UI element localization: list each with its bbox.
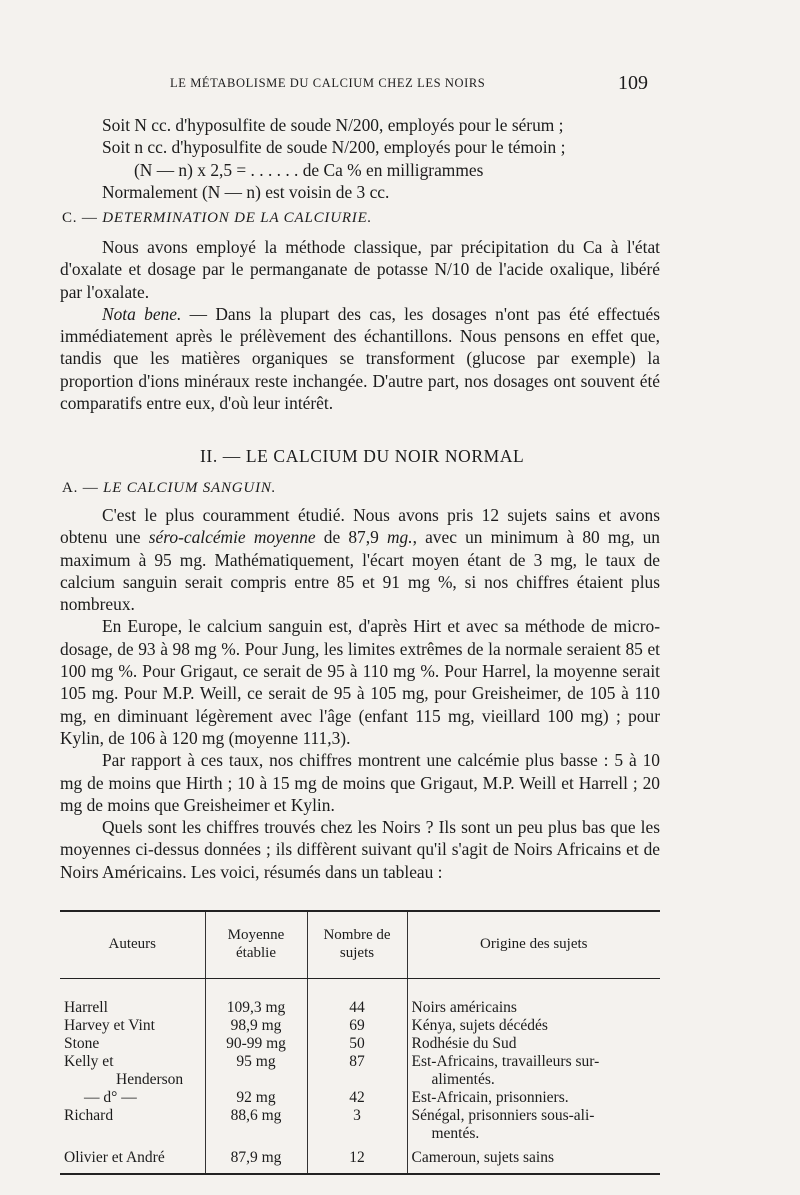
cell-nombre: 12 — [307, 1143, 407, 1174]
calcemia-table — [60, 910, 660, 1175]
cell-moyenne: 90-99 mg — [205, 1035, 307, 1053]
cell-auteur: Stone — [64, 1035, 100, 1052]
paragraph-1-text-b: de 87,9 — [315, 527, 387, 548]
header-nombre: Nombre de sujets — [307, 911, 407, 979]
paragraph-1 — [60, 504, 660, 615]
calcium-section — [60, 504, 660, 883]
cell-origine-line-2: alimentés. — [431, 1071, 495, 1088]
formula-line-4: Normalement (N — n) est voisin de 3 cc. — [102, 181, 390, 202]
header-auteurs: Auteurs — [60, 911, 205, 979]
cell-origine: Rodhésie du Sud — [407, 1035, 660, 1053]
paragraph-1-emphasis-a: séro-calcémie moyenne — [148, 527, 316, 548]
formula-line-3: (N — n) x 2,5 = . . . . . . de Ca % en milligrammes — [134, 159, 484, 180]
cell-origine: Noirs américains — [407, 979, 660, 1018]
cell-nombre: 50 — [307, 1035, 407, 1053]
nota-bene-paragraph — [60, 303, 660, 414]
cell-moyenne: 95 mg — [205, 1053, 307, 1089]
paragraph-1-text-c: , avec un minimum à 80 mg, un maximum à 95 mg. Mathématiquement, l'écart moyen étant de 3 mg, le taux de calcium sanguin serait compris entre 85 et 91 mg %, si nos chiffres étaient plus nombreux. — [60, 527, 660, 615]
section-c-label: C. — — [62, 210, 103, 226]
table-row — [60, 1089, 660, 1107]
cell-nombre: 87 — [307, 1053, 407, 1089]
section-a-title: LE CALCIUM SANGUIN. — [103, 480, 277, 496]
cell-origine: Kénya, sujets décédés — [407, 1017, 660, 1035]
cell-auteur: Harvey et Vint — [64, 1017, 155, 1034]
cell-moyenne: 88,6 mg — [205, 1107, 307, 1143]
formula-block — [60, 114, 660, 203]
formula-line-2: Soit n cc. d'hyposulfite de soude N/200, employés pour le témoin ; — [102, 137, 566, 158]
cell-origine: Est-Africain, prisonniers. — [407, 1089, 660, 1107]
cell-auteur: Harrell — [64, 999, 108, 1016]
cell-auteur: Olivier et André — [60, 1143, 205, 1174]
cell-auteur — [60, 1053, 205, 1089]
section-c-title: DETERMINATION DE LA CALCIURIE. — [102, 210, 373, 226]
running-title: LE MÉTABOLISME DU CALCIUM CHEZ LES NOIRS — [170, 76, 486, 90]
cell-auteur-line-1: Kelly et — [64, 1053, 114, 1070]
section-a-label: A. — — [62, 480, 104, 496]
method-section — [60, 236, 660, 414]
cell-moyenne: 87,9 mg — [205, 1143, 307, 1174]
cell-auteur: — d° — — [84, 1089, 137, 1106]
table-row — [60, 1053, 660, 1089]
cell-origine — [407, 1053, 660, 1089]
paragraph-3: Par rapport à ces taux, nos chiffres montrent une calcémie plus basse : 5 à 10 mg de moins que Hirth ; 10 à 15 mg de moins que Grigaut, M.P. Weill et Harrell ; 20 mg de moins que Greisheimer et Kylin. — [60, 750, 660, 815]
cell-moyenne: 109,3 mg — [205, 979, 307, 1018]
cell-nombre: 3 — [307, 1107, 407, 1143]
table-row — [60, 1143, 660, 1174]
paragraph-1-emphasis-b: mg. — [386, 527, 413, 548]
page-number: 109 — [618, 72, 648, 94]
cell-nombre: 44 — [307, 979, 407, 1018]
cell-auteur-line-2: Henderson — [116, 1071, 184, 1088]
cell-moyenne: 92 mg — [205, 1089, 307, 1107]
cell-auteur: Richard — [64, 1107, 114, 1124]
table-row — [60, 1017, 660, 1035]
nota-bene-text: — Dans la plupart des cas, les dosages n'ont pas été effectués immédiatement après le prélèvement des échantillons. Nous pensons en effet que, tandis que les matières organiques se transforment (glucose par exemple) la proportion d'ions minéraux reste inchangée. D'autre part, nos dosages ont souvent été comparatifs entre eux, d'où leur intérêt. — [60, 303, 660, 414]
header-moyenne: Moyenne établie — [205, 911, 307, 979]
formula-line-1: Soit N cc. d'hyposulfite de soude N/200, employés pour le sérum ; — [102, 115, 564, 135]
section-a-heading — [62, 480, 276, 497]
section-ii-heading: II. — LE CALCIUM DU NOIR NORMAL — [200, 446, 525, 466]
method-paragraph: Nous avons employé la méthode classique, par précipitation du Ca à l'état d'oxalate et dosage par le permanganate de potasse N/10 de l'acide oxalique, libéré par l'oxalate. — [60, 237, 660, 302]
section-c-heading — [62, 210, 372, 227]
cell-nombre: 69 — [307, 1017, 407, 1035]
cell-origine-line-2: mentés. — [431, 1125, 480, 1142]
paragraph-4: Quels sont les chiffres trouvés chez les Noirs ? Ils sont un peu plus bas que les moyennes ci-dessus données ; ils diffèrent suivant qu'il s'agit de Noirs Africains et de Noirs Américains. Les voici, résumés dans un tableau : — [60, 817, 660, 882]
cell-nombre: 42 — [307, 1089, 407, 1107]
nota-bene-lead: Nota bene. — [102, 303, 182, 324]
table-row — [60, 1107, 660, 1143]
table-row — [60, 979, 660, 1018]
cell-origine: Cameroun, sujets sains — [407, 1143, 660, 1174]
header-origine: Origine des sujets — [407, 911, 660, 979]
cell-moyenne: 98,9 mg — [205, 1017, 307, 1035]
cell-origine-line-1: Sénégal, prisonniers sous-ali- — [411, 1107, 595, 1124]
table-row — [60, 1035, 660, 1053]
paragraph-2: En Europe, le calcium sanguin est, d'après Hirt et avec sa méthode de micro-dosage, de 93 à 98 mg %. Pour Jung, les limites extrêmes de la normale seraient 85 et 100 mg %. Pour Grigaut, ce serait de 95 à 110 mg %. Pour Harrel, la moyenne serait 105 mg. Pour M.P. Weill, ce serait de 95 à 105 mg, pour Greisheimer, de 105 à 110 mg, en diminuant légèrement avec l'âge (enfant 115 mg, vieillard 100 mg) ; pour Kylin, de 106 à 120 mg (moyenne 111,3). — [60, 616, 660, 748]
cell-origine-line-1: Est-Africains, travailleurs sur- — [411, 1053, 600, 1070]
table-header-row — [60, 911, 660, 979]
cell-origine — [407, 1107, 660, 1143]
paragraph-1-text-a: C'est le plus couramment étudié. Nous avons pris 12 sujets sains et avons obtenu une — [60, 505, 660, 548]
